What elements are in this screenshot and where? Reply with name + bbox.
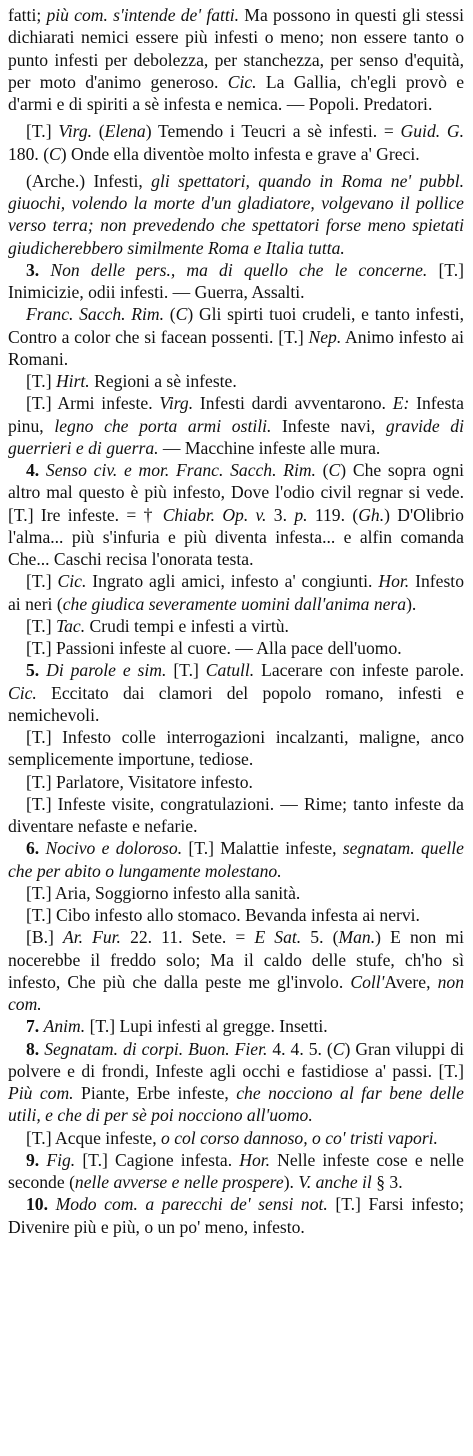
- entry-paragraph-9: [T.] Tac. Crudi tempi e infesti a virtù.: [26, 615, 289, 636]
- entry-paragraph-3: 3. Non delle pers., ma di quello che le concerne. [T.] Inimicizie, odii infesti. — Guerra, Assalti.: [8, 259, 465, 302]
- entry-paragraph-14: [T.] Infeste visite, congratulazioni. — Rime; tanto infeste da diventare nefaste e nefarie.: [8, 793, 464, 836]
- entry-paragraph-19: 7. Anim. [T.] Lupi infesti al gregge. Insetti.: [26, 1016, 328, 1037]
- entry-paragraph-11: 5. Di parole e sim. [T.] Catull. Lacerare con infeste parole. Cic. Eccitato dai clamori del popolo romano, infesti e nemichevoli.: [8, 660, 465, 725]
- entry-paragraph-8: [T.] Cic. Ingrato agli amici, infesto a' congiunti. Hor. Infesto ai neri (che giudica severamente uomini dall'anima nera).: [8, 571, 464, 614]
- entry-paragraph-16: [T.] Aria, Soggiorno infesto alla sanità.: [26, 882, 301, 903]
- entry-paragraph-5: [T.] Hirt. Regioni a sè infeste.: [26, 371, 237, 391]
- entry-paragraph-4: Franc. Sacch. Rim. (C) Gli spirti tuoi crudeli, e tanto infesti, Contro a color che si facean possenti. [T.] Nep. Animo infesto ai Romani.: [8, 304, 464, 369]
- entry-paragraph-15: 6. Nocivo e doloroso. [T.] Malattie infeste, segnatam. quelle che per abito o lungamente molestano.: [8, 838, 464, 881]
- entry-paragraph-2: (Arche.) Infesti, gli spettatori, quando in Roma ne' pubbl. giuochi, volendo la morte d'un gladiatore, volgevano il pollice verso terra; non prevedendo che spettatori forse meno spietati giudicherebbero similmente Roma e Italia tutta.: [8, 170, 464, 258]
- entry-paragraph-0: fatti; più com. s'intende de' fatti. Ma possono in questi gli stessi dichiarati nemici essere più infesti o meno; non essere tanto o punto infesti per debolezza, per stanchezza, per senso d'equità, per moto d'animo generoso. Cic. La Gallia, ch'egli provò e d'armi e di spiriti a sè infesta e nemica. — Popoli. Predatori.: [8, 5, 465, 114]
- entry-paragraph-12: [T.] Infesto colle interrogazioni incalzanti, maligne, anco semplicemente importune, tediose.: [8, 727, 464, 770]
- entry-paragraph-6: [T.] Armi infeste. Virg. Infesti dardi avventarono. E: Infesta pinu, legno che porta armi ostili. Infeste navi, gravide di guerrieri e di guerra. — Macchine infeste alle mura.: [8, 393, 464, 458]
- entry-paragraph-10: [T.] Passioni infeste al cuore. — Alla pace dell'uomo.: [26, 638, 402, 658]
- entry-paragraph-13: [T.] Parlatore, Visitatore infesto.: [26, 771, 253, 792]
- entry-paragraph-1: [T.] Virg. (Elena) Temendo i Teucri a sè infesti. = Guid. G. 180. (C) Onde ella diventòe molto infesta e grave a' Greci.: [8, 121, 464, 164]
- entry-paragraph-22: 9. Fig. [T.] Cagione infesta. Hor. Nelle infeste cose e nelle seconde (nelle avverse e nelle prospere). V. anche il § 3.: [8, 1149, 464, 1192]
- entry-paragraph-7: 4. Senso civ. e mor. Franc. Sacch. Rim. (C) Che sopra ogni altro mal questo è più infesto, Dove l'odio civil regnar si vede. [T.] Ire infeste. = † Chiabr. Op. v. 3. p. 119. (Gh.) D'Olibrio l'alma... più s'infuria e più diventa infesta... e alfin comanda Che... Caschi recisa l'onorata testa.: [8, 460, 465, 569]
- entry-paragraph-17: [T.] Cibo infesto allo stomaco. Bevanda infesta ai nervi.: [26, 905, 420, 925]
- entry-paragraph-20: 8. Segnatam. di corpi. Buon. Fier. 4. 4. 5. (C) Gran viluppi di polvere e di frondi, Infeste agli occhi e fastidiose a' passi. [T.] Più com. Piante, Erbe infeste, che nocciono al far bene delle utili, e che di per sè poi nocciono all'uomo.: [8, 1038, 464, 1126]
- entry-paragraph-18: [B.] Ar. Fur. 22. 11. Sete. = E Sat. 5. (Man.) E non mi nocerebbe il freddo solo; Ma il caldo delle stufe, ch'ho sì infesto, Che più che dalla peste me gl'involo. Coll'Avere, non com.: [8, 927, 465, 1014]
- entry-paragraph-21: [T.] Acque infeste, o col corso dannoso, o co' tristi vapori.: [26, 1127, 438, 1148]
- entry-paragraph-23: 10. Modo com. a parecchi de' sensi not. [T.] Farsi infesto; Divenire più e più, o un po' meno, infesto.: [8, 1194, 464, 1237]
